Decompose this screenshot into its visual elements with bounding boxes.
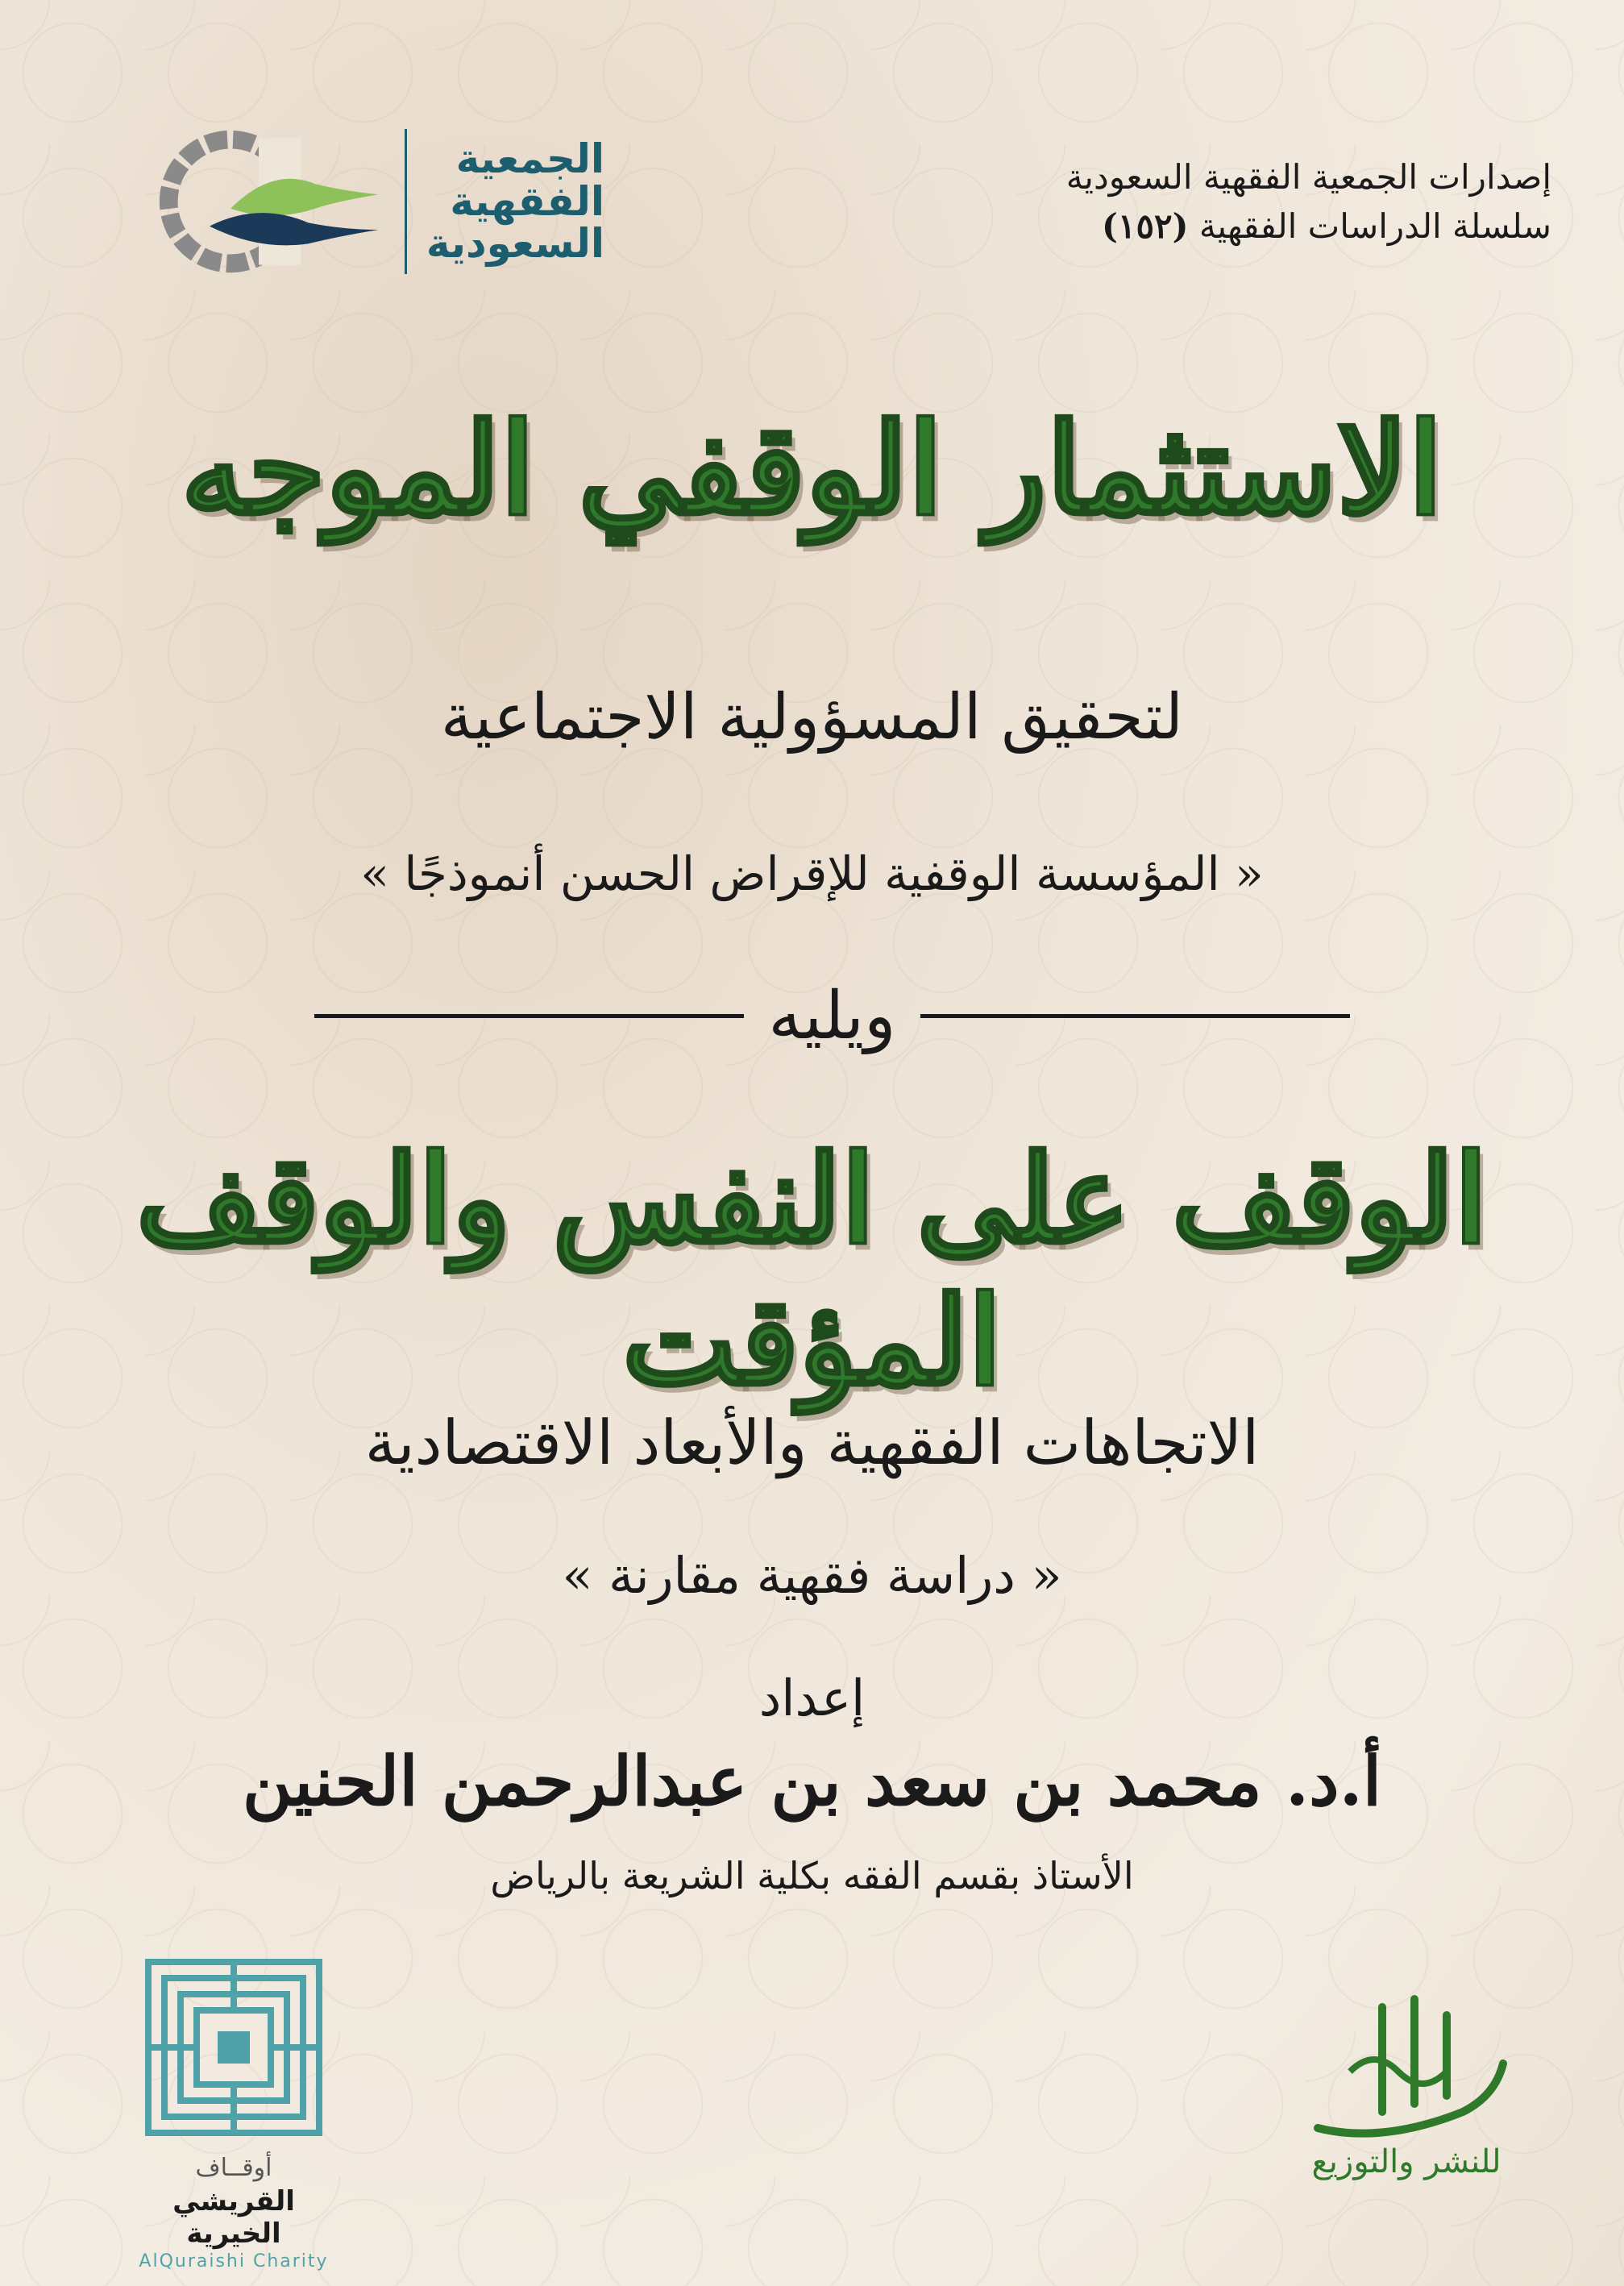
charity-awqaf-label: أوقــاف	[195, 2154, 272, 2182]
kufic-square-icon	[145, 1959, 322, 2136]
author-name: أ.د. محمد بن سعد بن عبدالرحمن الحنين	[242, 1741, 1382, 1821]
study-type: « دراسة فقهية مقارنة »	[562, 1546, 1062, 1605]
second-title: الوقف على النفس والوقف المؤقت	[136, 1128, 1488, 1412]
prepared-by-label: إعداد	[758, 1669, 866, 1727]
publisher-tagline: للنشر والتوزيع	[1311, 2143, 1501, 2180]
separator-line	[920, 1014, 1350, 1018]
series-publisher-line: إصدارات الجمعية الفقهية السعودية	[1065, 157, 1551, 197]
model-subtitle: « المؤسسة الوقفية للإقراض الحسن أنموذجًا »	[360, 846, 1264, 901]
followed-by-label: ويليه	[768, 977, 896, 1054]
second-subtitle: الاتجاهات الفقهية والأبعاد الاقتصادية	[364, 1407, 1260, 1478]
logo-divider	[405, 129, 407, 274]
charity-name-english: AlQuraishi Charity	[139, 2251, 329, 2271]
open-book-emblem-icon	[153, 113, 385, 290]
separator-line	[314, 1014, 744, 1018]
charity-name-arabic: القريشي الخيرية	[172, 2185, 295, 2250]
publisher-logo	[1285, 1975, 1527, 2184]
series-info	[1066, 153, 1551, 251]
association-name: الجمعية الفقهية السعودية	[426, 135, 604, 268]
charity-logo	[129, 1959, 339, 2271]
author-affiliation: الأستاذ بقسم الفقه بكلية الشريعة بالرياض	[490, 1854, 1134, 1897]
series-number: (١٥٢)	[1102, 206, 1189, 246]
main-title: الاستثمار الوقفي الموجه	[181, 395, 1443, 542]
publisher-calligraphy-icon	[1285, 1975, 1527, 2184]
subtitle: لتحقيق المسؤولية الاجتماعية	[440, 681, 1184, 754]
followed-by-separator	[314, 977, 1350, 1054]
association-logo	[153, 113, 604, 290]
series-name-line: سلسلة الدراسات الفقهية (١٥٢)	[1102, 206, 1551, 246]
